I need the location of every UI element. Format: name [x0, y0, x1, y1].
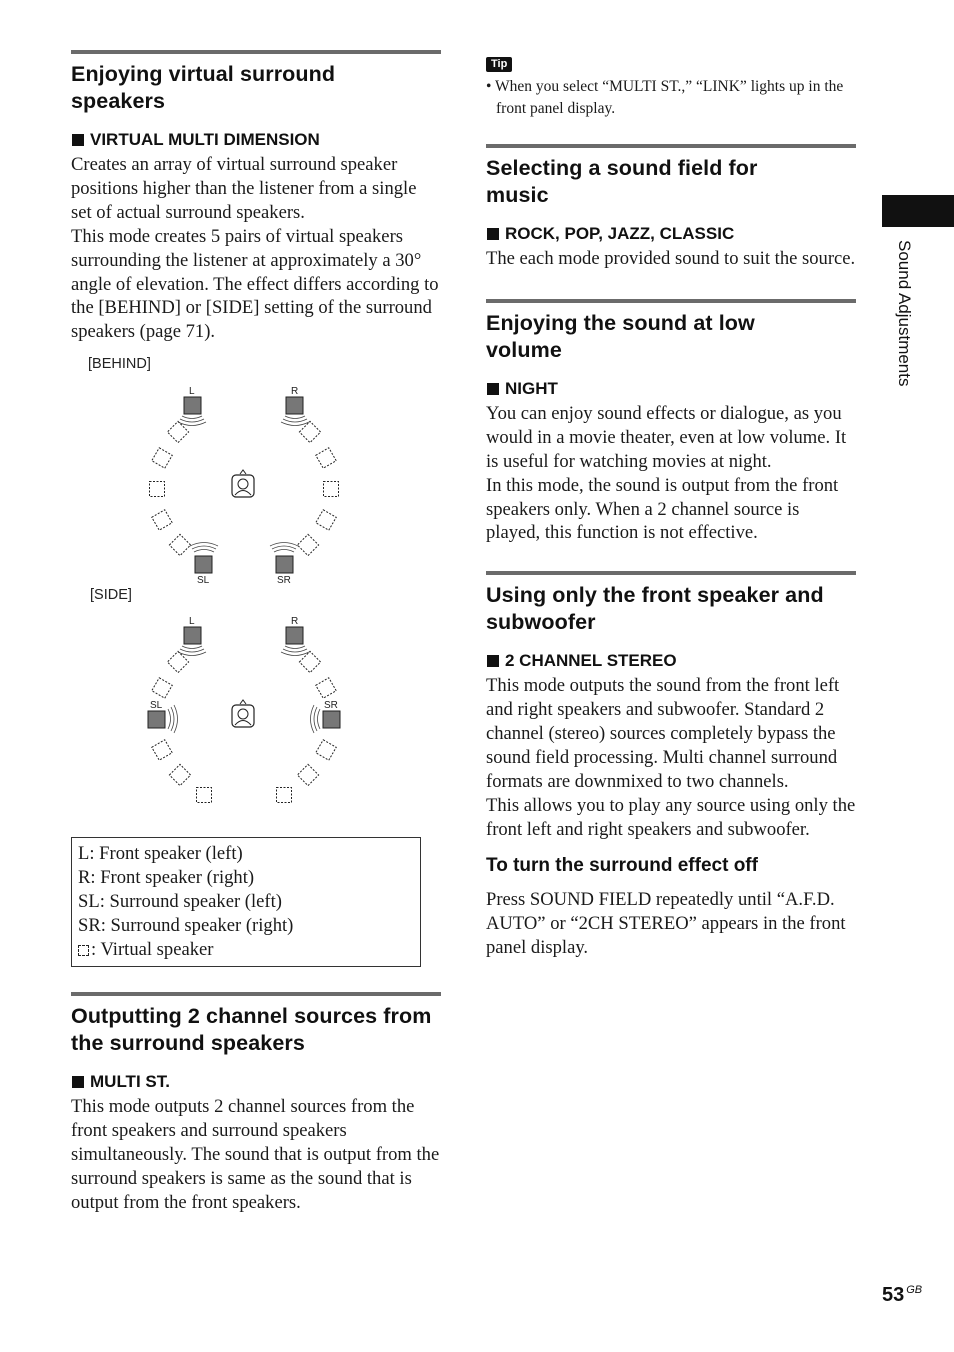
chapter-side-label — [892, 240, 918, 440]
section-body: This mode outputs 2 channel sources from the front speakers and surround speakers simultaneously. The sound that is output from the surround speakers is same as the sound that is output from the front speakers. — [71, 1096, 440, 1213]
mode-name: VIRTUAL MULTI DIMENSION — [90, 130, 320, 149]
label-front-left: L — [189, 616, 195, 627]
mode-heading — [486, 378, 856, 400]
virtual-speaker-icon — [167, 421, 188, 442]
speaker-front-right-icon — [286, 397, 303, 414]
section-body — [71, 153, 441, 344]
virtual-speaker-icon — [197, 788, 212, 803]
legend-item-label: : Virtual speaker — [91, 938, 214, 960]
behind-diagram — [150, 397, 339, 573]
virtual-speaker-icon — [152, 510, 172, 530]
square-bullet-icon — [72, 1076, 84, 1088]
speaker-front-right-icon — [286, 627, 303, 644]
section-music — [486, 144, 856, 271]
section-title: Enjoying the sound at low volume — [486, 310, 755, 362]
mode-name: NIGHT — [505, 378, 558, 398]
tip-badge: Tip — [486, 57, 512, 72]
speaker-legend — [71, 837, 421, 967]
legend-item: R: Front speaker (right) — [78, 866, 255, 888]
section-title: Selecting a sound field for music — [486, 156, 758, 207]
section-body — [486, 674, 856, 841]
legend-item: SR: Surround speaker (right) — [78, 914, 294, 936]
virtual-speaker-icon — [277, 788, 292, 803]
mode-heading — [71, 129, 441, 151]
diagram-label-side: [SIDE] — [90, 587, 132, 603]
label-surround-right: SR — [277, 575, 291, 586]
listener-icon — [232, 470, 254, 497]
legend-item: L: Front speaker (left) — [78, 843, 243, 864]
virtual-speaker-icon — [152, 740, 172, 760]
left-column-lower — [71, 992, 441, 1229]
page-number — [882, 1284, 922, 1307]
virtual-speaker-icon — [297, 534, 318, 555]
paragraph: You can enjoy sound effects or dialogue, as you would in a movie theater, even at low volume. It is useful for watching movies at night. — [486, 402, 847, 472]
speaker-surround-left-icon — [148, 711, 165, 728]
speaker-surround-right-icon — [276, 556, 293, 573]
square-bullet-icon — [72, 134, 84, 146]
subsection-title: To turn the surround effect off — [486, 854, 758, 876]
label-front-right: R — [291, 616, 299, 627]
section-night — [486, 299, 856, 545]
paragraph: This allows you to play any source using only the front left and right speakers and subwoofer. — [486, 794, 856, 840]
page-number-value: 53 — [882, 1284, 905, 1306]
virtual-speaker-icon — [169, 764, 190, 785]
section-title: Outputting 2 channel sources from the surround speakers — [71, 1004, 432, 1055]
virtual-speaker-icon — [299, 421, 320, 442]
section-body — [486, 402, 856, 545]
right-column — [486, 50, 856, 973]
paragraph: This mode outputs the sound from the front left and right speakers and subwoofer. Standard 2 channel (stereo) sources completely bypass the sound field processing. Multi channel surround formats are downmixed to two channels. — [486, 675, 840, 792]
speaker-surround-left-icon — [195, 556, 212, 573]
virtual-speaker-icon — [152, 678, 172, 698]
section-virtual-surround — [71, 50, 441, 344]
subsection-body: Press SOUND FIELD repeatedly until “A.F.D. AUTO” or “2CH STEREO” appears in the front panel display. — [486, 888, 846, 958]
section-title: Enjoying virtual surround speakers — [71, 62, 336, 113]
paragraph: This mode creates 5 pairs of virtual speakers surrounding the listener at approximately a 30° angle of elevation. The effect differs according to the [BEHIND] or [SIDE] setting of the surround speakers (page 71). — [71, 225, 439, 343]
virtual-speaker-icon — [169, 534, 190, 555]
left-column — [71, 50, 441, 358]
sound-wave-icon — [281, 416, 309, 426]
section-title: Using only the front speaker and subwoofer — [486, 583, 824, 635]
mode-heading — [71, 1071, 441, 1093]
diagram-label-behind: [BEHIND] — [88, 356, 151, 372]
label-surround-left: SL — [150, 700, 163, 711]
legend-item: SL: Surround speaker (left) — [78, 890, 282, 912]
sound-wave-icon — [178, 646, 206, 656]
chapter-tab-marker — [882, 195, 954, 227]
label-front-right: R — [291, 386, 299, 397]
label-front-left: L — [189, 386, 195, 397]
square-bullet-icon — [487, 228, 499, 240]
tip-box — [486, 50, 856, 120]
label-surround-left: SL — [197, 575, 210, 586]
virtual-speaker-icon — [316, 510, 336, 530]
mode-name: MULTI ST. — [90, 1072, 170, 1091]
section-2ch-stereo — [486, 571, 856, 959]
virtual-speaker-icon — [316, 448, 336, 468]
speaker-front-left-icon — [184, 397, 201, 414]
listener-icon — [232, 700, 254, 727]
virtual-speaker-icon — [150, 482, 165, 497]
section-multi-st — [71, 992, 441, 1215]
virtual-speaker-icon — [324, 482, 339, 497]
square-bullet-icon — [487, 383, 499, 395]
virtual-speaker-icon — [152, 448, 172, 468]
speaker-front-left-icon — [184, 627, 201, 644]
paragraph: In this mode, the sound is output from the front speakers only. When a 2 channel source is played, this function is not effective. — [486, 474, 839, 544]
mode-name: ROCK, POP, JAZZ, CLASSIC — [505, 224, 735, 243]
virtual-speaker-icon — [167, 651, 188, 672]
mode-name: 2 CHANNEL STEREO — [505, 651, 677, 671]
page-number-suffix: GB — [906, 1284, 923, 1296]
side-diagram — [148, 627, 340, 803]
speaker-surround-right-icon — [323, 711, 340, 728]
sound-wave-icon — [281, 646, 309, 656]
label-surround-right: SR — [324, 700, 338, 711]
section-body: The each mode provided sound to suit the source. — [486, 248, 856, 269]
virtual-speaker-icon — [316, 740, 336, 760]
virtual-speaker-icon — [316, 678, 336, 698]
mode-heading — [486, 650, 856, 672]
chapter-label-text: Sound Adjustments — [895, 240, 914, 387]
legend-item-virtual — [78, 938, 414, 962]
virtual-speaker-icon — [299, 651, 320, 672]
virtual-speaker-icon — [297, 764, 318, 785]
mode-heading — [486, 223, 856, 245]
sound-wave-icon — [178, 416, 206, 426]
virtual-speaker-icon — [78, 945, 89, 956]
paragraph: Creates an array of virtual surround speaker positions higher than the listener from a single set of actual surround speakers. — [71, 154, 417, 223]
square-bullet-icon — [487, 655, 499, 667]
tip-text: • When you select “MULTI ST.,” “LINK” lights up in the front panel display. — [486, 78, 844, 117]
